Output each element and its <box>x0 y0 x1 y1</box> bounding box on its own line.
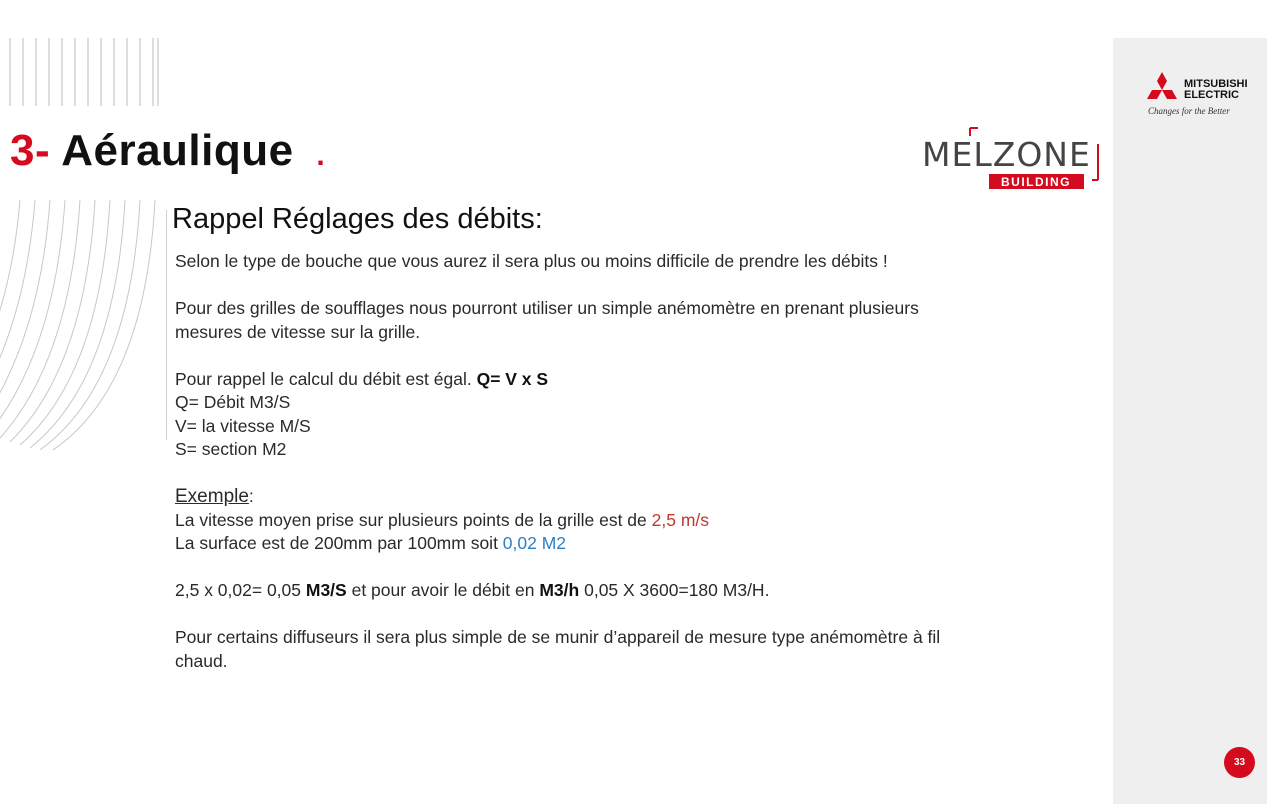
melzone-building-logo <box>920 126 1105 192</box>
paragraph-grilles-l2: mesures de vitesse sur la grille. <box>175 321 421 342</box>
calc-prefix: 2,5 x 0,02= 0,05 <box>175 580 306 600</box>
paragraph-diffuseurs-l2: chaud. <box>175 650 228 671</box>
v-definition: V= la vitesse M/S <box>175 415 311 436</box>
page-title <box>10 126 325 176</box>
example-heading <box>175 485 1085 509</box>
decorative-arcs <box>0 200 170 450</box>
divider-line <box>166 210 167 440</box>
example-speed-text: La vitesse moyen prise sur plusieurs points de la grille est de <box>175 509 652 530</box>
s-prefix: S= section <box>175 439 263 459</box>
title-number: 3- <box>10 126 51 175</box>
calc-unit-m3h: M3/h <box>539 580 580 600</box>
calculation-line <box>175 579 1085 603</box>
q-definition: Q= Débit M3/S <box>175 392 291 412</box>
s-definition <box>175 438 1085 462</box>
paragraph-grilles-l1: Pour des grilles de soufflages nous pourront utiliser un simple anémomètre en prenant plusieurs <box>175 298 919 318</box>
example-surface-value: 0,02 M2 <box>502 533 567 553</box>
page-number-badge: 33 <box>1224 747 1255 778</box>
calc-suffix: 0,05 X 3600=180 M3/H. <box>579 580 770 600</box>
title-text: Aéraulique <box>61 126 294 175</box>
body-text <box>175 250 1085 673</box>
paragraph-intro: Selon le type de bouche que vous aurez il sera plus ou moins difficile de prendre les débits ! <box>175 251 888 271</box>
mitsubishi-line2: ELECTRIC <box>1184 89 1239 101</box>
paragraph-diffuseurs-l1: Pour certains diffuseurs il sera plus simple de se munir d’appareil de mesure type anémomètre à fil <box>175 627 941 647</box>
example-speed <box>175 509 1085 533</box>
example-speed-value: 2,5 m/s <box>651 509 710 530</box>
mitsubishi-tagline: Changes for the Better <box>1148 106 1230 116</box>
s-unit: M2 <box>262 439 287 459</box>
melzone-sub: BUILDING <box>1001 175 1071 189</box>
mitsubishi-line1: MITSUBISHI <box>1184 78 1248 90</box>
example-label: Exemple <box>175 486 249 507</box>
right-side-panel <box>1113 38 1267 804</box>
example-surface-text: La surface est de 200mm par 100mm soit <box>175 533 503 553</box>
melzone-brand: MELZONE <box>922 135 1091 174</box>
calc-unit-m3s: M3/S <box>305 580 347 600</box>
example-surface <box>175 532 1085 556</box>
section-subtitle: Rappel Réglages des débits: <box>172 203 543 235</box>
example-colon: : <box>248 486 254 506</box>
decorative-vertical-lines <box>0 38 170 108</box>
formula: Q= V x S <box>476 368 549 389</box>
paragraph-formula <box>175 368 1085 392</box>
three-diamonds-icon <box>1147 72 1177 99</box>
mitsubishi-electric-logo <box>1146 70 1258 120</box>
title-dot: . <box>316 139 326 172</box>
calc-mid: et pour avoir le débit en <box>346 580 540 600</box>
formula-prefix: Pour rappel le calcul du débit est égal. <box>175 368 477 389</box>
